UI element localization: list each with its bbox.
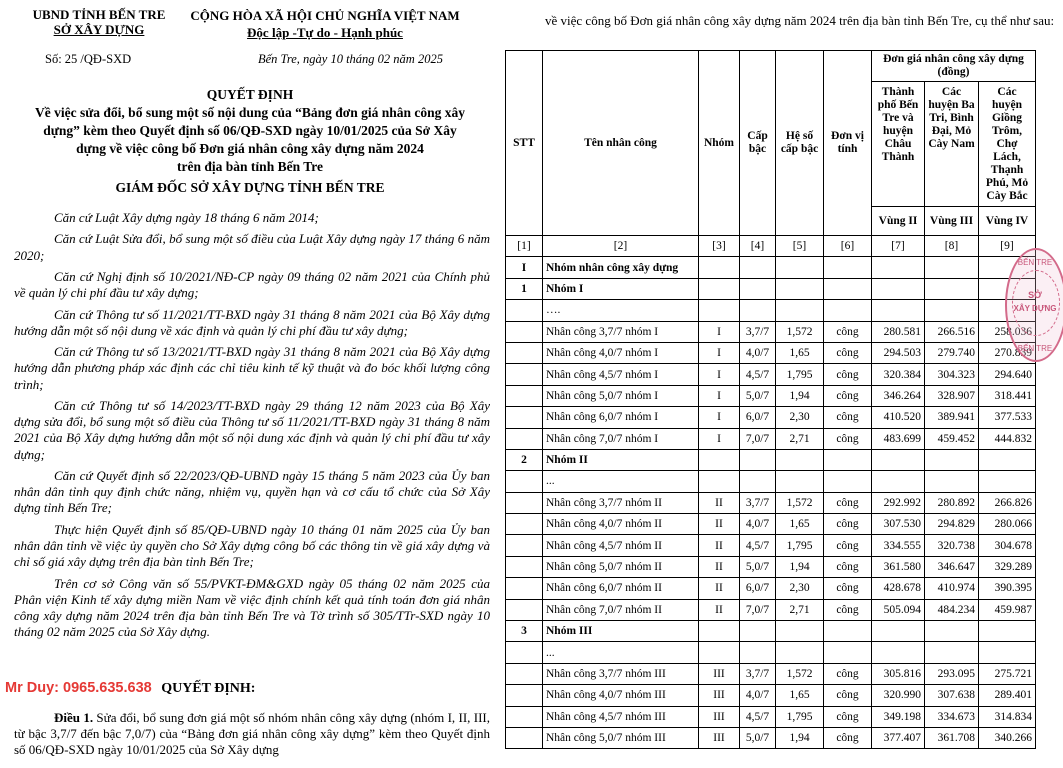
ellipsis-cell: …. [543, 300, 699, 321]
issuing-authority: GIÁM ĐỐC SỞ XÂY DỰNG TỈNH BẾN TRE [115, 180, 385, 195]
price-zone-4-cell: 390.395 [979, 578, 1036, 599]
price-zone-2-cell: 505.094 [872, 599, 925, 620]
price-zone-2-cell: 280.581 [872, 321, 925, 342]
price-zone-3-cell: 304.323 [925, 364, 979, 385]
price-zone-3-cell: 361.708 [925, 727, 979, 748]
grade-cell: 3,7/7 [740, 492, 776, 513]
grade-cell: 5,0/7 [740, 556, 776, 577]
header-name: Tên nhân công [543, 51, 699, 236]
ellipsis-cell: ... [543, 471, 699, 492]
group-cell: II [699, 492, 740, 513]
legal-basis [14, 210, 490, 646]
basis-paragraph: Căn cứ Thông tư số 13/2021/TT-BXD ngày 31 tháng 8 năm 2021 của Bộ Xây dựng hướng dẫn phương pháp xác định các chỉ tiêu kinh tế kỹ thuật và đo bóc khối lượng công trình; [14, 344, 490, 392]
group-row [506, 449, 1036, 470]
unit-cell: công [824, 428, 872, 449]
coefficient-cell: 2,30 [776, 578, 824, 599]
header-zone-2: Vùng III [925, 207, 979, 236]
price-zone-2-cell: 307.530 [872, 514, 925, 535]
table-row [506, 428, 1036, 449]
price-zone-3-cell: 293.095 [925, 663, 979, 684]
seal-bottom-text: BẾN TRE [1017, 344, 1053, 353]
price-zone-3-cell: 346.647 [925, 556, 979, 577]
table-row [506, 706, 1036, 727]
price-zone-3-cell: 279.740 [925, 342, 979, 363]
group-name: Nhóm III [543, 621, 699, 642]
unit-cell: công [824, 492, 872, 513]
decision-heading-row [5, 680, 500, 697]
group-cell: I [699, 407, 740, 428]
table-row [506, 385, 1036, 406]
price-zone-3-cell: 334.673 [925, 706, 979, 727]
grade-cell: 7,0/7 [740, 428, 776, 449]
price-zone-2-cell: 305.816 [872, 663, 925, 684]
coefficient-cell: 1,795 [776, 535, 824, 556]
unit-cell: công [824, 685, 872, 706]
price-zone-2-cell: 292.992 [872, 492, 925, 513]
unit-cell: công [824, 321, 872, 342]
basis-paragraph: Căn cứ Nghị định số 10/2021/NĐ-CP ngày 09 tháng 02 năm 2021 của Chính phủ về quản lý chi phí đầu tư xây dựng; [14, 268, 490, 301]
seal-top-text: SỞ [1028, 290, 1042, 300]
unit-cell: công [824, 385, 872, 406]
price-zone-4-cell: 318.441 [979, 385, 1036, 406]
labor-name-cell: Nhân công 5,0/7 nhóm II [543, 556, 699, 577]
price-zone-3-cell: 307.638 [925, 685, 979, 706]
ellipsis-cell: ... [543, 642, 699, 663]
price-zone-4-cell: 304.678 [979, 535, 1036, 556]
unit-cell: công [824, 727, 872, 748]
coefficient-cell: 1,94 [776, 727, 824, 748]
group-cell: III [699, 663, 740, 684]
labor-name-cell: Nhân công 3,7/7 nhóm II [543, 492, 699, 513]
basis-paragraph: Căn cứ Luật Sửa đổi, bổ sung một số điều của Luật Xây dựng ngày 17 tháng 6 năm 2020; [14, 231, 490, 263]
group-cell: I [699, 321, 740, 342]
price-zone-4-cell: 270.839 [979, 342, 1036, 363]
header-stt: STT [506, 51, 543, 236]
labor-name-cell: Nhân công 5,0/7 nhóm III [543, 727, 699, 748]
header-region-1: Thành phố Bến Tre và huyện Châu Thành [872, 82, 925, 207]
price-zone-2-cell: 410.520 [872, 407, 925, 428]
group-cell: I [699, 364, 740, 385]
section-name: Nhóm nhân công xây dựng [543, 257, 699, 278]
price-zone-3-cell: 484.234 [925, 599, 979, 620]
group-cell: II [699, 599, 740, 620]
coefficient-cell: 1,65 [776, 685, 824, 706]
index-cell: [6] [824, 236, 872, 257]
unit-cell: công [824, 706, 872, 727]
labor-name-cell: Nhân công 4,5/7 nhóm II [543, 535, 699, 556]
column-index-row [506, 236, 1036, 257]
index-cell: [7] [872, 236, 925, 257]
header-zone-3: Vùng IV [979, 207, 1036, 236]
group-stt: 2 [506, 449, 543, 470]
labor-name-cell: Nhân công 4,0/7 nhóm I [543, 342, 699, 363]
basis-paragraph: Căn cứ Quyết định số 22/2023/QĐ-UBND ngày 15 tháng 5 năm 2023 của Ủy ban nhân dân tỉnh quy định chức năng, nhiệm vụ, quyền hạn và cơ cấu tổ chức của Sở Xây dựng tỉnh Bến Tre; [14, 467, 490, 516]
labor-name-cell: Nhân công 6,0/7 nhóm II [543, 578, 699, 599]
price-zone-2-cell: 428.678 [872, 578, 925, 599]
article-1 [14, 710, 490, 758]
price-zone-2-cell: 377.407 [872, 727, 925, 748]
group-cell: III [699, 706, 740, 727]
coefficient-cell: 1,94 [776, 385, 824, 406]
unit-cell: công [824, 407, 872, 428]
index-cell: [4] [740, 236, 776, 257]
coefficient-cell: 1,795 [776, 706, 824, 727]
grade-cell: 7,0/7 [740, 599, 776, 620]
title-line-1: Về việc sửa đổi, bổ sung một số nội dung của “Bảng đơn giá nhân công xây [34, 105, 466, 120]
ellipsis-row [506, 471, 1036, 492]
coefficient-cell: 2,71 [776, 599, 824, 620]
price-zone-4-cell: 266.826 [979, 492, 1036, 513]
table-row [506, 663, 1036, 684]
header-coefficient: Hệ số cấp bậc [776, 51, 824, 236]
grade-cell: 4,0/7 [740, 342, 776, 363]
national-motto: Độc lập -Tự do - Hạnh phúc [247, 25, 403, 40]
price-zone-3-cell: 410.974 [925, 578, 979, 599]
nation-name: CỘNG HÒA XÃ HỘI CHỦ NGHĨA VIỆT NAM [190, 8, 460, 23]
decision-right-column [500, 0, 1063, 768]
seal-arc-text: BẾN TRE [1017, 258, 1053, 267]
grade-cell: 6,0/7 [740, 407, 776, 428]
grade-cell: 4,5/7 [740, 706, 776, 727]
table-row [506, 727, 1036, 748]
price-zone-4-cell: 289.401 [979, 685, 1036, 706]
table-row [506, 364, 1036, 385]
price-zone-2-cell: 349.198 [872, 706, 925, 727]
price-zone-4-cell: 280.066 [979, 514, 1036, 535]
table-row [506, 685, 1036, 706]
table-row [506, 535, 1036, 556]
decision-heading: QUYẾT ĐỊNH: [161, 681, 256, 696]
index-cell: [2] [543, 236, 699, 257]
unit-cell: công [824, 364, 872, 385]
price-zone-4-cell: 340.266 [979, 727, 1036, 748]
header-group: Nhóm [699, 51, 740, 236]
coefficient-cell: 1,572 [776, 321, 824, 342]
labor-name-cell: Nhân công 4,0/7 nhóm II [543, 514, 699, 535]
group-stt: 3 [506, 621, 543, 642]
index-cell: [8] [925, 236, 979, 257]
labor-name-cell: Nhân công 5,0/7 nhóm I [543, 385, 699, 406]
unit-cell: công [824, 599, 872, 620]
section-stt: I [506, 257, 543, 278]
labor-name-cell: Nhân công 6,0/7 nhóm I [543, 407, 699, 428]
coefficient-cell: 2,71 [776, 428, 824, 449]
table-row [506, 578, 1036, 599]
group-cell: II [699, 514, 740, 535]
labor-name-cell: Nhân công 7,0/7 nhóm I [543, 428, 699, 449]
group-name: Nhóm I [543, 278, 699, 299]
price-zone-2-cell: 483.699 [872, 428, 925, 449]
price-zone-4-cell: 459.987 [979, 599, 1036, 620]
group-cell: I [699, 342, 740, 363]
table-row [506, 556, 1036, 577]
price-zone-4-cell: 314.834 [979, 706, 1036, 727]
coefficient-cell: 1,65 [776, 514, 824, 535]
table-row [506, 492, 1036, 513]
agency-name: SỞ XÂY DỰNG [53, 22, 145, 37]
group-name: Nhóm II [543, 449, 699, 470]
labor-price-table [505, 50, 1036, 749]
group-cell: III [699, 727, 740, 748]
price-zone-3-cell: 459.452 [925, 428, 979, 449]
issuing-agency [24, 7, 174, 37]
labor-name-cell: Nhân công 3,7/7 nhóm III [543, 663, 699, 684]
group-row [506, 278, 1036, 299]
basis-paragraph: Căn cứ Thông tư số 14/2023/TT-BXD ngày 29 tháng 12 năm 2023 của Bộ Xây dựng sửa đổi, bổ sung một số điều của Thông tư số 11/2021/TT-BXD ngày 31 tháng 8 năm 2021 của Bộ Xây dựng hướng dẫn một số nội dung xác định và quản lý chi phí đầu tư xây dựng; [14, 397, 490, 462]
ellipsis-row [506, 642, 1036, 663]
price-zone-2-cell: 320.384 [872, 364, 925, 385]
labor-name-cell: Nhân công 4,0/7 nhóm III [543, 685, 699, 706]
basis-paragraph: Căn cứ Thông tư số 11/2021/TT-BXD ngày 31 tháng 8 năm 2021 của Bộ Xây dựng hướng dẫn một số nội dung về xác định và quản lý chi phí đầu tư xây dựng; [14, 306, 490, 338]
promo-contact: Mr Duy: 0965.635.638 [5, 680, 152, 696]
decision-left-column [0, 0, 500, 768]
price-zone-2-cell: 334.555 [872, 535, 925, 556]
article-text: Sửa đổi, bổ sung đơn giá một số nhóm nhân công xây dựng (nhóm I, II, III, từ bậc 3,7/7 đến bậc 7,0/7) của “Bảng đơn giá nhân công xây dựng” kèm theo Quyết định số 06/QĐ-SXD ngày 10/01/2025 của Sở Xây dựng [14, 710, 491, 757]
price-zone-2-cell: 361.580 [872, 556, 925, 577]
labor-name-cell: Nhân công 4,5/7 nhóm I [543, 364, 699, 385]
unit-cell: công [824, 514, 872, 535]
price-zone-2-cell: 294.503 [872, 342, 925, 363]
article-label: Điều 1. [54, 710, 94, 725]
basis-paragraph: Căn cứ Luật Xây dựng ngày 18 tháng 6 năm 2014; [54, 210, 319, 225]
agency-parent: UBND TỈNH BẾN TRE [32, 7, 166, 22]
labor-name-cell: Nhân công 3,7/7 nhóm I [543, 321, 699, 342]
unit-cell: công [824, 556, 872, 577]
group-cell: III [699, 685, 740, 706]
national-header [175, 7, 475, 41]
price-zone-3-cell: 294.829 [925, 514, 979, 535]
basis-paragraph: Thực hiện Quyết định số 85/QĐ-UBND ngày 10 tháng 01 năm 2025 của Ủy ban nhân dân tỉnh về việc ủy quyền cho Sở Xây dựng công bố các thông tin về giá xây dựng và chỉ số giá xây dựng trên địa bàn tỉnh Bến Tre; [14, 521, 490, 570]
header-unit: Đơn vị tính [824, 51, 872, 236]
index-cell: [3] [699, 236, 740, 257]
basis-paragraph: Trên cơ sở Công văn số 55/PVKT-ĐM&GXD ngày 05 tháng 02 năm 2025 của Phân viện Kinh tế xây dựng miền Nam về việc định chính kết quả tính toán đơn giá nhân công xây dựng năm 2024 trên địa bàn tỉnh Bến Tre và Tờ trình số 305/TTr-SXD ngày 10 tháng 02 năm 2025 của Sở Xây dựng. [14, 575, 490, 640]
unit-cell: công [824, 663, 872, 684]
grade-cell: 5,0/7 [740, 385, 776, 406]
price-zone-4-cell: 377.533 [979, 407, 1036, 428]
grade-cell: 4,0/7 [740, 685, 776, 706]
unit-cell: công [824, 535, 872, 556]
index-cell: [5] [776, 236, 824, 257]
labor-name-cell: Nhân công 4,5/7 nhóm III [543, 706, 699, 727]
price-zone-4-cell: 444.832 [979, 428, 1036, 449]
ellipsis-row [506, 300, 1036, 321]
coefficient-cell: 1,795 [776, 364, 824, 385]
group-cell: I [699, 428, 740, 449]
seal-middle-text: XÂY DỰNG [1013, 304, 1057, 313]
group-row [506, 621, 1036, 642]
group-cell: II [699, 578, 740, 599]
grade-cell: 4,5/7 [740, 535, 776, 556]
coefficient-cell: 1,94 [776, 556, 824, 577]
header-region-3: Các huyện Giồng Trôm, Chợ Lách, Thạnh Phú, Mỏ Cày Bắc [979, 82, 1036, 207]
document-number: Số: 25 /QĐ-SXD [45, 52, 132, 66]
index-cell: [1] [506, 236, 543, 257]
price-zone-3-cell: 328.907 [925, 385, 979, 406]
title-line-3: dựng về việc công bố Đơn giá nhân công xây dựng năm 2024 [76, 141, 424, 156]
price-zone-4-cell: 294.640 [979, 364, 1036, 385]
header-region-2: Các huyện Ba Tri, Bình Đại, Mỏ Cày Nam [925, 82, 979, 207]
grade-cell: 6,0/7 [740, 578, 776, 599]
index-cell: [9] [979, 236, 1036, 257]
header-zone-1: Vùng II [872, 207, 925, 236]
coefficient-cell: 1,572 [776, 492, 824, 513]
table-row [506, 407, 1036, 428]
grade-cell: 4,5/7 [740, 364, 776, 385]
grade-cell: 3,7/7 [740, 663, 776, 684]
header-price-group: Đơn giá nhân công xây dựng (đồng) [872, 51, 1036, 82]
section-row [506, 257, 1036, 278]
price-zone-4-cell: 329.289 [979, 556, 1036, 577]
group-cell: II [699, 535, 740, 556]
group-stt: 1 [506, 278, 543, 299]
coefficient-cell: 1,572 [776, 663, 824, 684]
grade-cell: 3,7/7 [740, 321, 776, 342]
official-seal [1005, 248, 1063, 362]
title-main: QUYẾT ĐỊNH [206, 87, 294, 102]
grade-cell: 4,0/7 [740, 514, 776, 535]
labor-name-cell: Nhân công 7,0/7 nhóm II [543, 599, 699, 620]
group-cell: I [699, 385, 740, 406]
price-zone-4-cell: 258.036 [979, 321, 1036, 342]
grade-cell: 5,0/7 [740, 727, 776, 748]
header-grade: Cấp bậc [740, 51, 776, 236]
table-row [506, 321, 1036, 342]
price-zone-4-cell: 275.721 [979, 663, 1036, 684]
price-zone-3-cell: 266.516 [925, 321, 979, 342]
price-zone-3-cell: 280.892 [925, 492, 979, 513]
coefficient-cell: 2,30 [776, 407, 824, 428]
price-zone-2-cell: 346.264 [872, 385, 925, 406]
table-header-row [506, 51, 1036, 82]
group-cell: II [699, 556, 740, 577]
price-zone-3-cell: 389.941 [925, 407, 979, 428]
unit-cell: công [824, 578, 872, 599]
table-row [506, 514, 1036, 535]
title-line-4: trên địa bàn tỉnh Bến Tre [177, 159, 323, 174]
table-intro: về việc công bố Đơn giá nhân công xây dựng năm 2024 trên địa bàn tỉnh Bến Tre, cụ thể như sau: [545, 13, 1055, 28]
table-row [506, 342, 1036, 363]
document-title [0, 86, 500, 176]
table-row [506, 599, 1036, 620]
price-zone-3-cell: 320.738 [925, 535, 979, 556]
price-zone-2-cell: 320.990 [872, 685, 925, 706]
unit-cell: công [824, 342, 872, 363]
coefficient-cell: 1,65 [776, 342, 824, 363]
title-line-2: dựng” kèm theo Quyết định số 06/QĐ-SXD ngày 10/01/2025 của Sở Xây [43, 123, 457, 138]
document-date: Bến Tre, ngày 10 tháng 02 năm 2025 [258, 52, 443, 66]
